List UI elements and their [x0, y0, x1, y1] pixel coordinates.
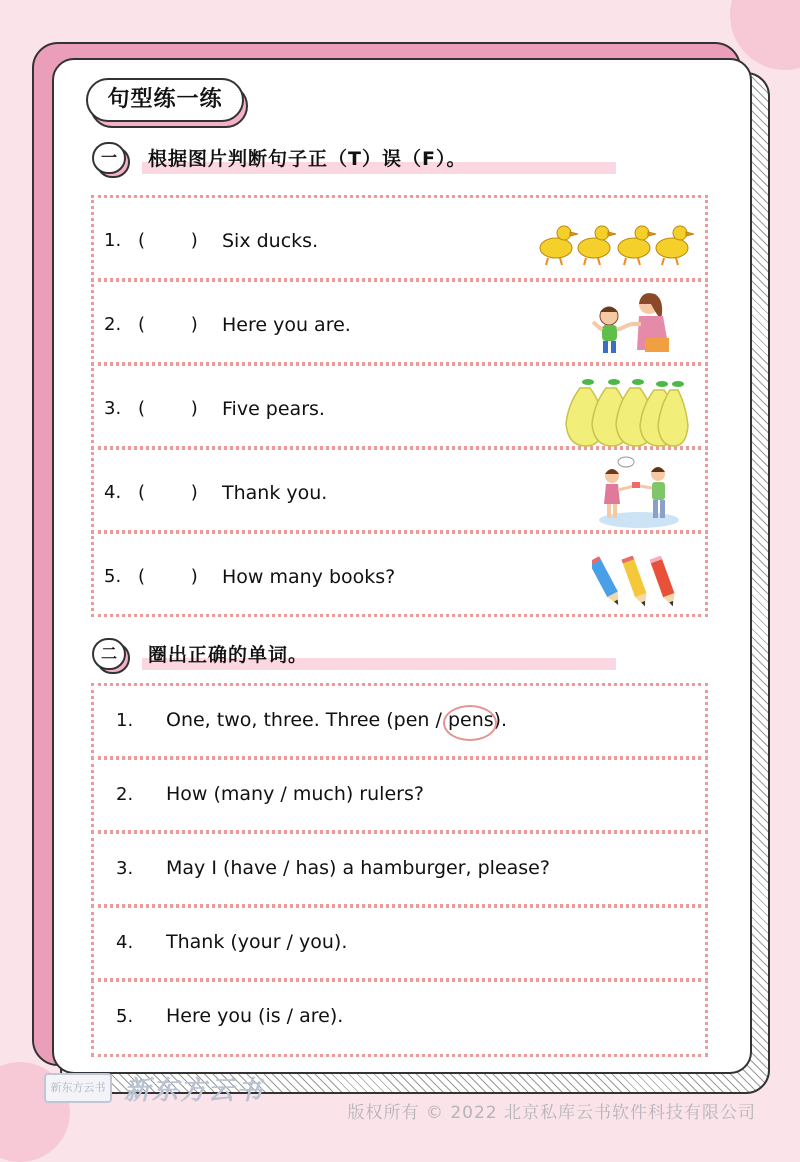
ducks-picture — [534, 218, 694, 268]
sentence: One, two, three. Three (pen / pens). — [166, 709, 508, 731]
sentence: Here you (is / are). — [166, 1005, 344, 1027]
answer-circle-mark — [443, 705, 497, 741]
sentence: How (many / much) rulers? — [166, 783, 424, 805]
part-number: 二 — [92, 638, 126, 670]
brand-logo-text: 新东方云书 — [124, 1076, 265, 1106]
judge-row — [91, 447, 708, 533]
pencils-picture — [592, 556, 682, 610]
circle-row — [91, 683, 708, 759]
part-instruction: 根据图片判断句子正（T）误（F）。 — [148, 148, 467, 170]
brand-logo-badge: 新东方云书 — [44, 1073, 112, 1103]
item-number: 2. — [116, 784, 134, 805]
pears-picture — [560, 374, 690, 448]
judge-row — [91, 195, 708, 281]
copyright-notice: 版权所有 © 2022 北京私库云书软件科技有限公司 — [347, 1103, 756, 1123]
item-number: 5. — [116, 1006, 134, 1027]
judge-row — [91, 531, 708, 617]
sentence: May I (have / has) a hamburger, please? — [166, 857, 550, 879]
sentence: Six ducks. — [222, 230, 319, 252]
item-number: 5. — [104, 566, 122, 587]
part-number: 一 — [92, 142, 126, 174]
circle-row — [91, 757, 708, 833]
item-number: 4. — [116, 932, 134, 953]
girl-and-boy-picture — [594, 456, 684, 530]
sentence: Thank (your / you). — [166, 931, 348, 953]
item-number: 3. — [104, 398, 122, 419]
sentence: Thank you. — [222, 482, 328, 504]
item-number: 3. — [116, 858, 134, 879]
boy-and-mother-picture — [589, 290, 684, 358]
item-number: 1. — [116, 710, 134, 731]
sentence: How many books? — [222, 566, 396, 588]
sentence: Here you are. — [222, 314, 351, 336]
circle-row — [91, 831, 708, 907]
item-number: 2. — [104, 314, 122, 335]
item-number: 4. — [104, 482, 122, 503]
sentence: Five pears. — [222, 398, 325, 420]
circle-row — [91, 905, 708, 981]
corner-decoration — [730, 0, 800, 70]
part-instruction: 圈出正确的单词。 — [148, 644, 309, 666]
answer-blank[interactable]: ( ) — [138, 230, 198, 251]
section-title: 句型练一练 — [86, 78, 244, 122]
section-title-badge — [86, 78, 246, 126]
item-number: 1. — [104, 230, 122, 251]
answer-blank[interactable]: ( ) — [138, 314, 198, 335]
answer-blank[interactable]: ( ) — [138, 566, 198, 587]
answer-blank[interactable]: ( ) — [138, 398, 198, 419]
answer-blank[interactable]: ( ) — [138, 482, 198, 503]
judge-row — [91, 279, 708, 365]
part-one-heading — [92, 142, 622, 178]
circle-row — [91, 979, 708, 1057]
part-two-heading — [92, 638, 622, 674]
judge-row — [91, 363, 708, 449]
